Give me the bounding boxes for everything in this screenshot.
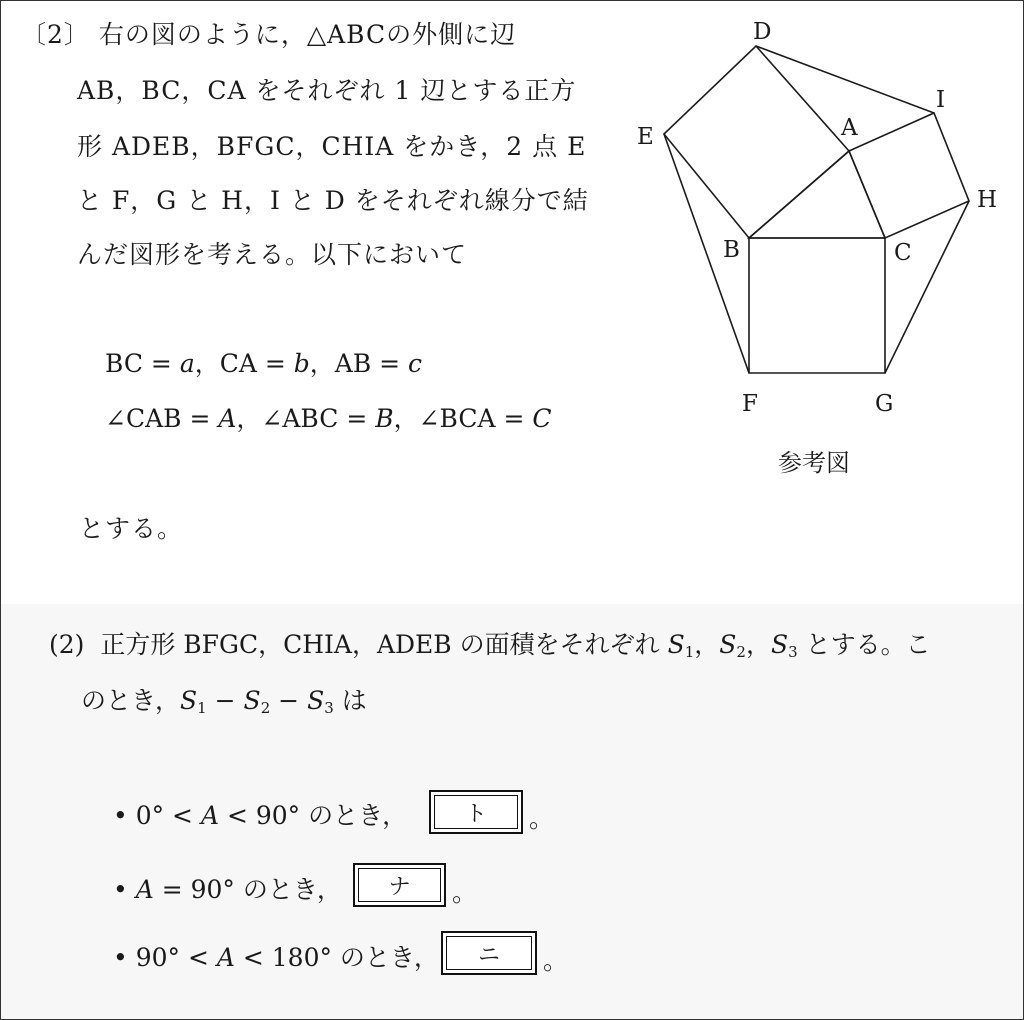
reference-figure — [621, 11, 1011, 481]
case-1: • 0° < A < 90° のとき， — [113, 801, 408, 830]
question-line-2: のとき，$S_1 - S_2 - S_3$ は — [81, 686, 367, 717]
case-3: • 90° < A < 180° のとき， — [113, 943, 439, 972]
intro-line-3: 形 ADEB，BFGC，CHIA をかき，2 点 E — [77, 132, 587, 161]
square-bfgc — [749, 238, 885, 373]
case-2-end: 。 — [452, 878, 478, 907]
question-number: (2) — [49, 630, 85, 659]
suru-text: とする。 — [79, 514, 184, 543]
intro-line-1: 〔2〕 右の図のように，△ABCの外側に辺 — [21, 20, 517, 49]
intro-line-2: AB，BC，CA をそれぞれ 1 辺とする正方 — [77, 76, 577, 105]
side-definitions: BC = a，CA = b，AB = c — [105, 349, 423, 378]
label-h: H — [977, 187, 998, 213]
answer-box-na[interactable]: ナ — [353, 863, 446, 907]
intro-line-5: んだ図形を考える。以下において — [77, 240, 468, 269]
question-line-1: (2) 正方形 BFGC，CHIA，ADEB の面積をそれぞれ $S_1$，$S_2$，$S_3$ とする。こ — [49, 630, 931, 661]
segment-gh — [885, 201, 969, 373]
label-i: I — [936, 87, 946, 113]
label-b: B — [723, 237, 740, 263]
square-adeb — [664, 46, 849, 238]
label-c: C — [894, 240, 912, 266]
label-e: E — [637, 124, 654, 150]
figure-caption: 参考図 — [778, 449, 850, 477]
case-3-end: 。 — [543, 946, 569, 975]
answer-box-ni[interactable]: ニ — [441, 931, 537, 975]
square-chia — [849, 113, 969, 238]
label-f: F — [742, 391, 758, 417]
case-1-end: 。 — [529, 804, 555, 833]
label-a: A — [841, 115, 858, 141]
triangle-abc — [749, 151, 885, 238]
angle-definitions: ∠CAB = A，∠ABC = B，∠BCA = C — [105, 404, 552, 433]
label-g: G — [875, 391, 894, 417]
case-2: • A = 90° のとき， — [113, 875, 342, 904]
segment-id — [756, 46, 934, 113]
label-d: D — [753, 19, 772, 45]
answer-box-to[interactable]: ト — [429, 790, 523, 834]
intro-line-4: と F，G と H，I と D をそれぞれ線分で結 — [77, 186, 589, 215]
